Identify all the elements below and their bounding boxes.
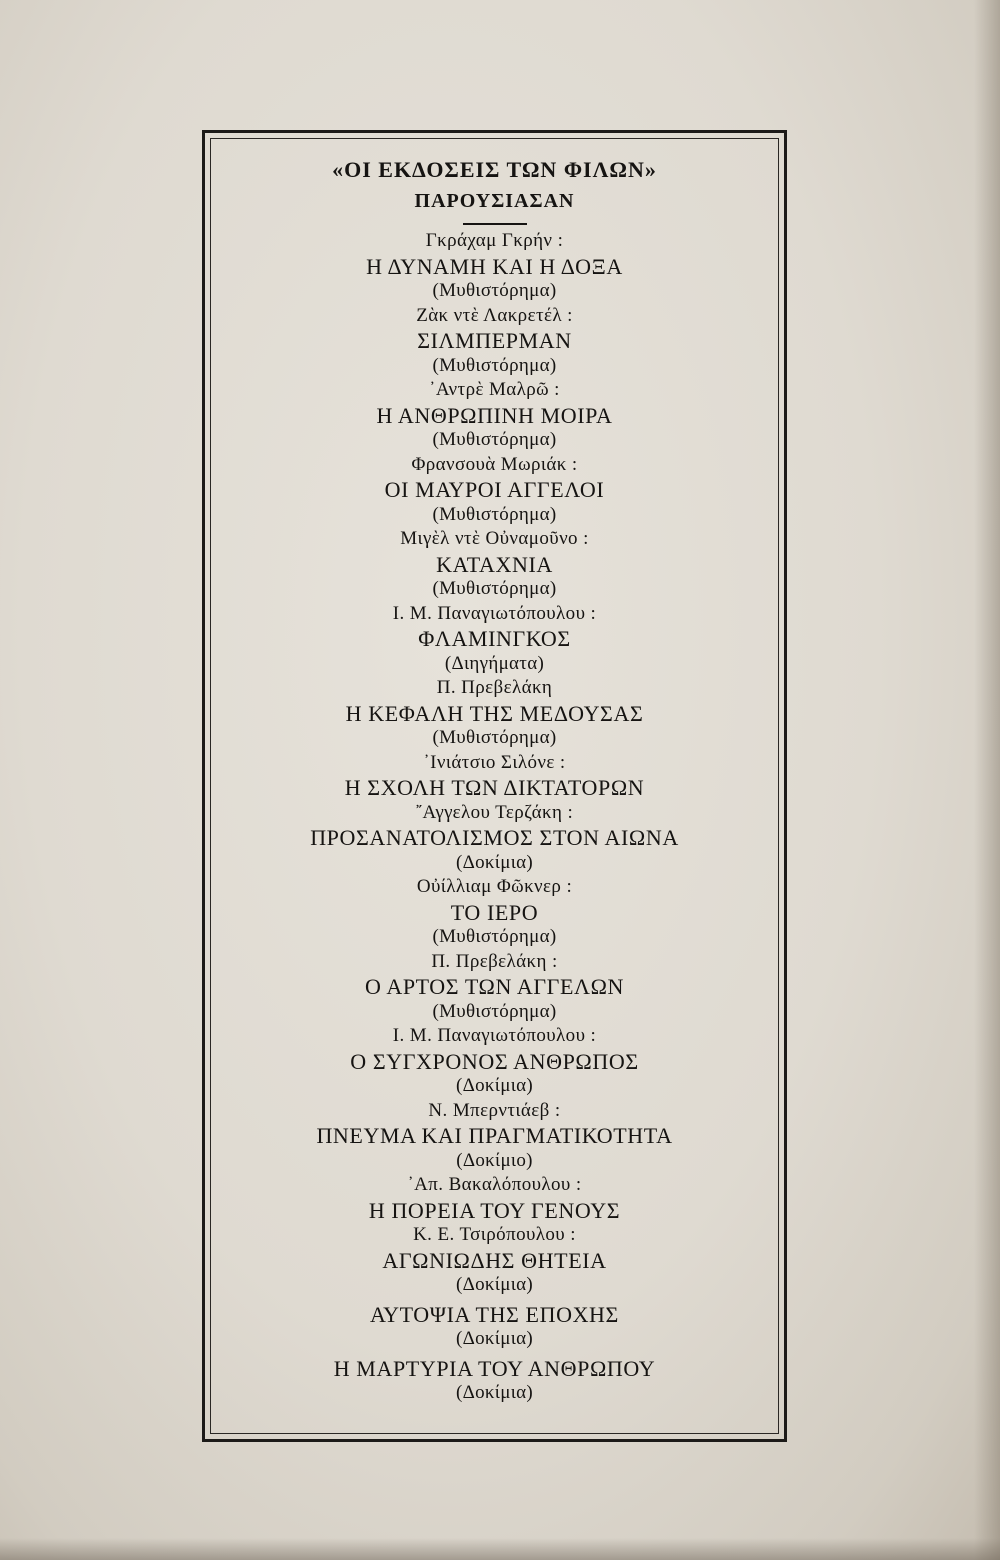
book-title: ΣΙΛΜΠΕΡΜΑΝ — [417, 328, 572, 353]
book-genre: (Μυθιστόρημα) — [432, 578, 557, 599]
book-title: Ο ΑΡΤΟΣ ΤΩΝ ΑΓΓΕΛΩΝ — [364, 974, 625, 999]
book-author: Π. Πρεβελάκη — [436, 677, 553, 698]
book-author: Γκράχαμ Γκρήν : — [425, 230, 564, 251]
book-genre: (Μυθιστόρημα) — [432, 280, 557, 301]
book-author: Φρανσουὰ Μωριάκ : — [411, 453, 578, 475]
book-title: Ο ΣΥΓΧΡΟΝΟΣ ΑΝΘΡΩΠΟΣ — [350, 1048, 639, 1074]
book-entry — [205, 1223, 784, 1298]
book-genre: (Δοκίμια) — [455, 851, 533, 873]
book-author: Ν. Μπερντιάεβ : — [428, 1099, 561, 1121]
book-author: ῎Αγγελου Τερζάκη : — [415, 801, 574, 823]
book-title: Η ΔΥΝΑΜΗ ΚΑΙ Η ΔΟΞΑ — [366, 253, 623, 279]
book-entry — [205, 1099, 784, 1174]
book-author: Κ. Ε. Τσιρόπουλου : — [413, 1224, 576, 1245]
book-entry — [205, 676, 784, 751]
book-genre: (Δοκίμια) — [455, 1382, 533, 1403]
book-author: ᾿Ινιάτσιο Σιλόνε : — [423, 751, 566, 773]
book-title: ΑΥΤΟΨΙΑ ΤΗΣ ΕΠΟΧΗΣ — [370, 1301, 619, 1327]
book-title: ΠΝΕΥΜΑ ΚΑΙ ΠΡΑΓΜΑΤΙΚΟΤΗΤΑ — [316, 1123, 673, 1148]
book-entry — [205, 950, 784, 1025]
book-entry — [205, 304, 784, 379]
book-genre: (Δοκίμια) — [455, 1328, 533, 1349]
book-author: Π. Πρεβελάκη : — [431, 950, 558, 972]
book-genre: (Μυθιστόρημα) — [432, 503, 557, 525]
book-title: Η ΑΝΘΡΩΠΙΝΗ ΜΟΙΡΑ — [376, 402, 613, 428]
book-entry — [205, 751, 784, 801]
book-title: ΑΓΩΝΙΩΔΗΣ ΘΗΤΕΙΑ — [382, 1247, 607, 1273]
book-title: ΦΛΑΜΙΝΓΚΟΣ — [418, 626, 571, 651]
book-entry — [205, 453, 784, 528]
book-entry — [205, 378, 784, 453]
book-author: Ι. Μ. Παναγιωτόπουλου : — [392, 1025, 597, 1046]
book-author: ᾿Απ. Βακαλόπουλου : — [407, 1174, 582, 1195]
subheading: ΠΑΡΟΥΣΙΑΣΑΝ — [414, 190, 575, 212]
double-rule-frame — [202, 130, 787, 1442]
book-entry — [205, 229, 784, 304]
book-author: Οὐίλλιαμ Φῶκνερ : — [416, 876, 573, 897]
book-genre: (Δοκίμια) — [455, 1274, 533, 1295]
book-title: Η ΣΧΟΛΗ ΤΩΝ ΔΙΚΤΑΤΟΡΩΝ — [344, 775, 645, 800]
book-title: ΚΑΤΑΧΝΙΑ — [436, 551, 553, 577]
book-list-content — [205, 155, 784, 1406]
book-title: ΟΙ ΜΑΥΡΟΙ ΑΓΓΕΛΟΙ — [384, 477, 605, 502]
book-entry — [205, 527, 784, 602]
book-author: ᾿Αντρὲ Μαλρῶ : — [429, 379, 560, 400]
book-entry — [205, 801, 784, 876]
book-title: Η ΜΑΡΤΥΡΙΑ ΤΟΥ ΑΝΘΡΩΠΟΥ — [333, 1355, 656, 1381]
book-author: Μιγὲλ ντὲ Οὐναμοῦνο : — [400, 528, 589, 549]
book-genre: (Μυθιστόρημα) — [432, 926, 557, 947]
book-title: ΤΟ ΙΕΡΟ — [450, 899, 539, 925]
book-genre: (Μυθιστόρημα) — [432, 1000, 557, 1022]
book-entry — [205, 602, 784, 677]
book-genre: (Δοκίμια) — [455, 1075, 533, 1096]
book-title: Η ΠΟΡΕΙΑ ΤΟΥ ΓΕΝΟΥΣ — [368, 1197, 621, 1223]
book-genre: (Δοκίμιο) — [456, 1149, 533, 1171]
book-author: Ζὰκ ντὲ Λακρετέλ : — [416, 304, 573, 326]
book-title: ΠΡΟΣΑΝΑΤΟΛΙΣΜΟΣ ΣΤΟΝ ΑΙΩΝΑ — [310, 825, 679, 850]
book-genre: (Μυθιστόρημα) — [432, 429, 557, 450]
book-title: Η ΚΕΦΑΛΗ ΤΗΣ ΜΕΔΟΥΣΑΣ — [345, 700, 644, 726]
book-genre: (Μυθιστόρημα) — [432, 727, 557, 748]
book-list — [205, 229, 784, 1406]
book-genre: (Μυθιστόρημα) — [432, 354, 557, 376]
book-entry — [205, 1024, 784, 1099]
book-author: Ι. Μ. Παναγιωτόπουλου : — [392, 602, 597, 624]
book-genre: (Διηγήματα) — [444, 652, 545, 674]
publisher-heading: «ΟΙ ΕΚΔΟΣΕΙΣ ΤΩΝ ΦΙΛΩΝ» — [332, 157, 657, 182]
book-entry — [205, 1356, 784, 1406]
divider-rule — [463, 223, 527, 225]
book-entry — [205, 1302, 784, 1352]
book-entry — [205, 1173, 784, 1223]
book-entry — [205, 875, 784, 950]
